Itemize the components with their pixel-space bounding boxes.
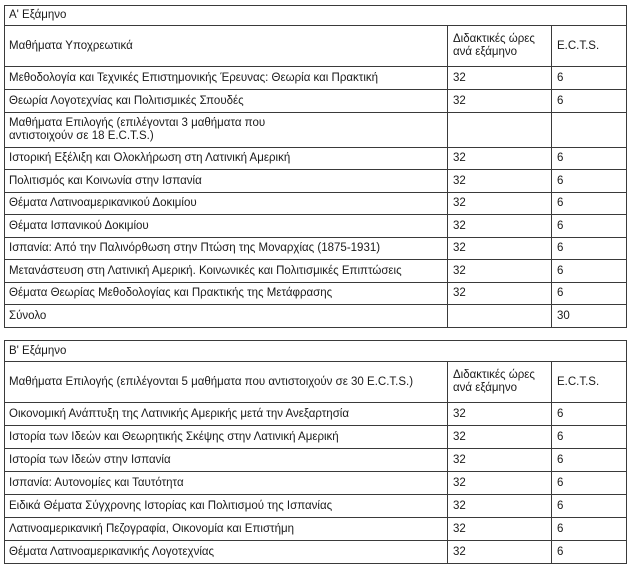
course-ects: 6 xyxy=(552,193,627,215)
course-hours: 32 xyxy=(448,283,552,305)
table-row xyxy=(5,215,627,238)
table-row xyxy=(5,148,627,170)
table-row xyxy=(5,67,627,90)
course-ects: 6 xyxy=(552,67,627,90)
course-hours: 32 xyxy=(448,90,552,113)
semester-b-header-row xyxy=(5,362,627,403)
course-name: Οικονομική Ανάπτυξη της Λατινικής Αμερικής μετά την Ανεξαρτησία xyxy=(5,403,448,426)
course-hours: 32 xyxy=(448,148,552,170)
total-hours xyxy=(448,305,552,328)
header-hours: Διδακτικές ώρες ανά εξάμηνο xyxy=(448,362,552,403)
course-name: Θέματα Ισπανικού Δοκιμίου xyxy=(5,215,448,238)
course-ects: 6 xyxy=(552,238,627,260)
course-hours: 32 xyxy=(448,238,552,260)
semester-a-title: Α' Εξάμηνο xyxy=(5,6,627,26)
table-row xyxy=(5,472,627,495)
course-name: Μαθήματα Επιλογής (επιλέγονται 3 μαθήματα που αντιστοιχούν σε 18 E.C.T.S.) xyxy=(5,113,448,148)
semester-b-title-row xyxy=(5,341,627,362)
course-name: Θέματα Λατινοαμερικανικής Λογοτεχνίας xyxy=(5,541,448,564)
table-row xyxy=(5,426,627,449)
table-row xyxy=(5,403,627,426)
course-name: Θέματα Θεωρίας Μεθοδολογίας και Πρακτικής της Μετάφρασης xyxy=(5,283,448,305)
course-hours: 32 xyxy=(448,170,552,193)
course-hours: 32 xyxy=(448,472,552,495)
semester-b-title: Β' Εξάμηνο xyxy=(5,341,627,362)
table-row xyxy=(5,495,627,518)
table-row xyxy=(5,541,627,564)
course-name: Λατινοαμερικανική Πεζογραφία, Οικονομία και Επιστήμη xyxy=(5,518,448,541)
table-row xyxy=(5,90,627,113)
course-hours: 32 xyxy=(448,215,552,238)
course-hours: 32 xyxy=(448,426,552,449)
course-hours: 32 xyxy=(448,193,552,215)
header-ects: E.C.T.S. xyxy=(552,26,627,67)
course-name: Μετανάστευση στη Λατινική Αμερική. Κοινωνικές και Πολιτισμικές Επιπτώσεις xyxy=(5,260,448,283)
course-ects: 6 xyxy=(552,215,627,238)
course-ects xyxy=(552,113,627,148)
course-name: Μεθοδολογία και Τεχνικές Επιστημονικής Έρευνας: Θεωρία και Πρακτική xyxy=(5,67,448,90)
course-hours: 32 xyxy=(448,403,552,426)
header-hours: Διδακτικές ώρες ανά εξάμηνο xyxy=(448,26,552,67)
course-hours: 32 xyxy=(448,541,552,564)
course-name: Ισπανία: Από την Παλινόρθωση στην Πτώση της Μοναρχίας (1875-1931) xyxy=(5,238,448,260)
course-ects: 6 xyxy=(552,90,627,113)
total-row xyxy=(5,305,627,328)
course-ects: 6 xyxy=(552,260,627,283)
course-hours: 32 xyxy=(448,260,552,283)
semester-a-header-row xyxy=(5,26,627,67)
course-ects: 6 xyxy=(552,472,627,495)
table-row xyxy=(5,193,627,215)
course-name: Ιστορία των Ιδεών στην Ισπανία xyxy=(5,449,448,472)
course-hours: 32 xyxy=(448,518,552,541)
course-ects: 6 xyxy=(552,283,627,305)
course-ects: 6 xyxy=(552,518,627,541)
course-name: Ισπανία: Αυτονομίες και Ταυτότητα xyxy=(5,472,448,495)
table-row xyxy=(5,449,627,472)
course-ects: 6 xyxy=(552,495,627,518)
header-ects: E.C.T.S. xyxy=(552,362,627,403)
course-ects: 6 xyxy=(552,170,627,193)
total-label: Σύνολο xyxy=(5,305,448,328)
course-ects: 6 xyxy=(552,148,627,170)
course-name: Θεωρία Λογοτεχνίας και Πολιτισμικές Σπουδές xyxy=(5,90,448,113)
header-course: Μαθήματα Επιλογής (επιλέγονται 5 μαθήματα που αντιστοιχούν σε 30 E.C.T.S.) xyxy=(5,362,448,403)
semester-b-table xyxy=(4,340,627,564)
table-row xyxy=(5,260,627,283)
course-ects: 6 xyxy=(552,541,627,564)
course-name: Πολιτισμός και Κοινωνία στην Ισπανία xyxy=(5,170,448,193)
table-row xyxy=(5,518,627,541)
semester-a-title-row xyxy=(5,6,627,26)
course-hours: 32 xyxy=(448,67,552,90)
header-course: Μαθήματα Υποχρεωτικά xyxy=(5,26,448,67)
course-hours xyxy=(448,113,552,148)
table-row xyxy=(5,238,627,260)
course-hours: 32 xyxy=(448,449,552,472)
table-row xyxy=(5,283,627,305)
course-hours: 32 xyxy=(448,495,552,518)
semester-a-table xyxy=(4,5,627,328)
course-ects: 6 xyxy=(552,449,627,472)
total-ects: 30 xyxy=(552,305,627,328)
course-ects: 6 xyxy=(552,426,627,449)
course-name: Θέματα Λατινοαμερικανικού Δοκιμίου xyxy=(5,193,448,215)
course-ects: 6 xyxy=(552,403,627,426)
course-name: Ιστορία των Ιδεών και Θεωρητικής Σκέψης στην Λατινική Αμερική xyxy=(5,426,448,449)
course-name: Ιστορική Εξέλιξη και Ολοκλήρωση στη Λατινική Αμερική xyxy=(5,148,448,170)
table-row xyxy=(5,113,627,148)
table-row xyxy=(5,170,627,193)
course-name: Ειδικά Θέματα Σύγχρονης Ιστορίας και Πολιτισμού της Ισπανίας xyxy=(5,495,448,518)
